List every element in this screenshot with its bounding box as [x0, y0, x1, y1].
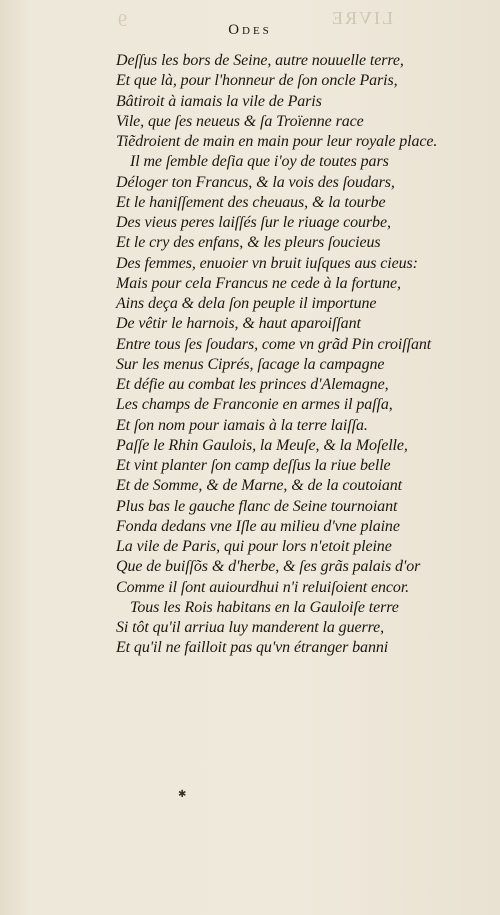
- verse-line: Paſſe le Rhin Gaulois, la Meuſe, & la Moſelle,: [116, 436, 408, 454]
- verse-line: Tous les Rois habitans en la Gauloiſe terre: [130, 598, 399, 616]
- verse-line: Déloger ton Francus, & la vois des ſoudars,: [116, 173, 395, 191]
- verse-line: La vile de Paris, qui pour lors n'etoit pleine: [116, 538, 392, 555]
- verse-line: Fonda dedans vne Iſle au milieu d'vne plaine: [116, 517, 400, 535]
- verse-block: [116, 51, 488, 659]
- verse-line: Des femmes, enuoier vn bruit iuſques aus cieus:: [116, 254, 418, 272]
- verse-line: Vile, que ſes neueus & ſa Troïenne race: [116, 112, 364, 130]
- verse-line: Et ſon nom pour iamais à la terre laiſſa.: [116, 416, 368, 434]
- verse-line: Les champs de Franconie en armes il paſſa,: [116, 396, 393, 414]
- verse-line: Bâtiroit à iamais la vile de Paris: [116, 92, 322, 110]
- verse-line: Comme il ſont auiourdhui n'i reluiſoient encor.: [116, 578, 410, 596]
- bleed-through-page-number: 9: [118, 10, 127, 30]
- verse-line: Plus bas le gauche flanc de Seine tournoiant: [116, 497, 398, 515]
- verse-line: Entre tous ſes ſoudars, come vn grãd Pin croiſſant: [116, 335, 432, 353]
- bleed-through-title: LIVRE: [330, 8, 393, 28]
- ornament-mark: ✱: [178, 789, 187, 800]
- verse-line: Que de buiſſõs & d'herbe, & ſes grãs palais d'or: [116, 558, 421, 576]
- verse-line: Et le cry des enfans, & les pleurs ſoucieus: [116, 234, 381, 252]
- verse-line: Si tôt qu'il arriua luy manderent la guerre,: [116, 619, 385, 636]
- verse-line: Ains deça & dela ſon peuple il importune: [116, 295, 377, 312]
- verse-line: Et qu'il ne failloit pas qu'vn étranger banni: [116, 639, 389, 657]
- verse-line: Et de Somme, & de Marne, & de la coutoiant: [116, 477, 402, 495]
- verse-line: Et défie au combat les princes d'Alemagne,: [116, 376, 389, 393]
- verse-line: Tiẽdroient de main en main pour leur royale place.: [116, 133, 438, 150]
- verse-line: Des vieus peres laiſſés ſur le riuage courbe,: [116, 214, 391, 231]
- verse-line: Sur les menus Ciprés, ſacage la campagne: [116, 355, 385, 373]
- running-header: Odes: [228, 22, 272, 38]
- verse-line: Mais pour cela Francus ne cede à la fortune,: [116, 274, 401, 292]
- verse-line: Et que là, pour l'honneur de ſon oncle Paris,: [116, 72, 398, 90]
- verse-line: Il me ſemble deſia que i'oy de toutes pars: [130, 153, 389, 171]
- verse-line: Deſſus les bors de Seine, autre nouuelle terre,: [116, 52, 404, 69]
- verse-line: De vêtir le harnois, & haut aparoiſſant: [116, 315, 361, 333]
- verse-line: Et le haniſſement des cheuaus, & la tourbe: [116, 193, 386, 211]
- verse-line: Et vint planter ſon camp deſſus la riue belle: [116, 457, 391, 474]
